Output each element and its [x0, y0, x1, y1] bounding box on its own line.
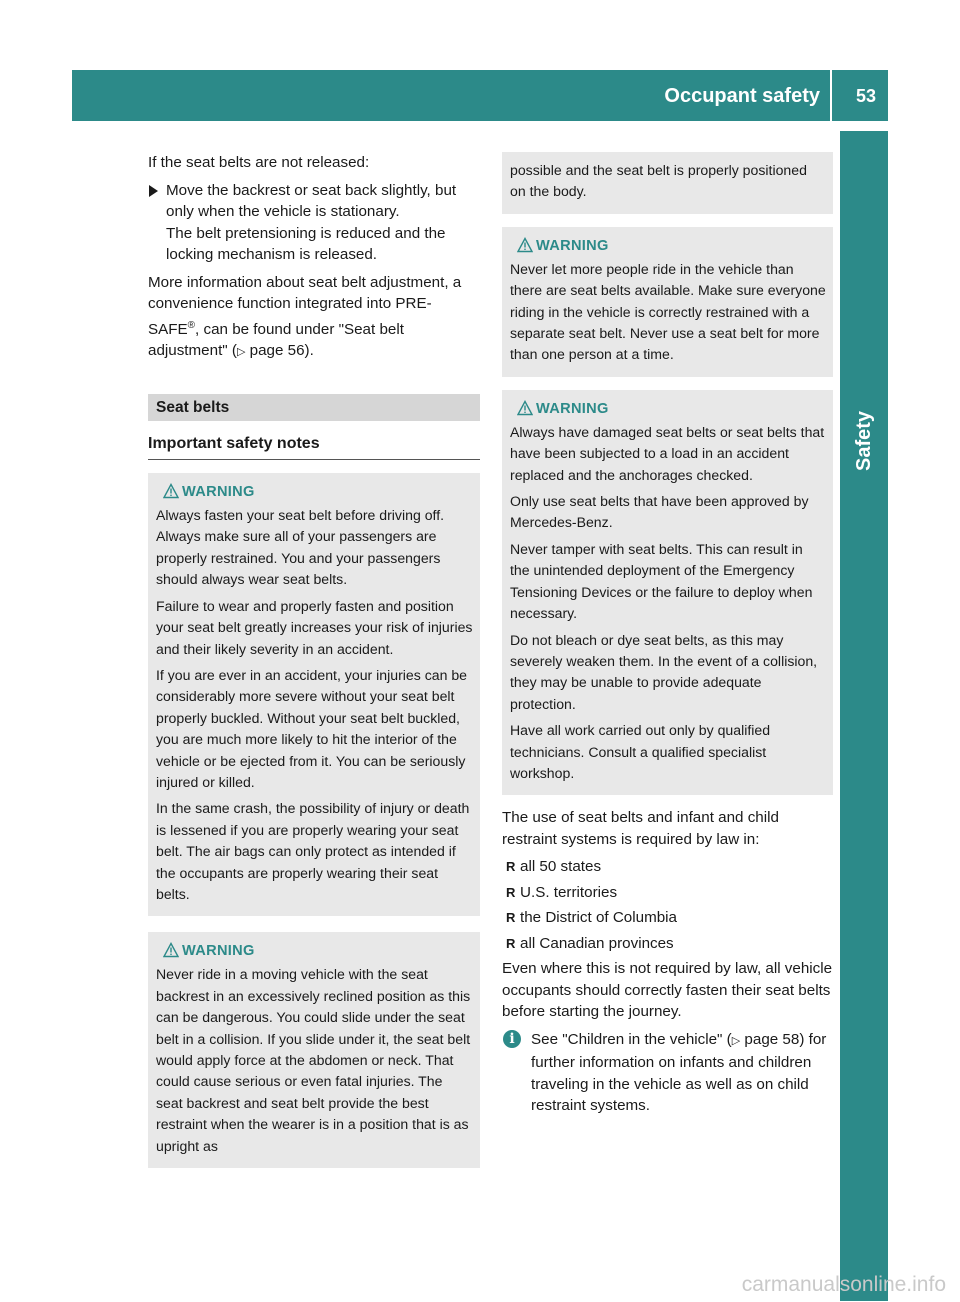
list-item	[502, 933, 833, 955]
warning-paragraph: Never ride in a moving vehicle with the seat backrest in an excessively reclined position as this can be dangerous. You could slide under the seat belt in a collision. If you slide under it, the seat belt would apply force at the abdomen or neck. That could cause serious or even fatal injuries. The seat backrest and seat belt provide the best restraint when the wearer is in a position that is as upright as	[156, 966, 471, 1154]
warning-header	[510, 398, 826, 420]
warning-label: WARNING	[536, 400, 609, 417]
list-item-text: all Canadian provinces	[520, 934, 674, 952]
instruction-step	[148, 180, 480, 266]
page-number: 53	[855, 86, 876, 106]
warning-paragraph: Do not bleach or dye seat belts, as this may severely weaken them. In the event of a collision, they may be unable to provide adequate protection.	[510, 631, 818, 712]
warning-triangle-icon	[163, 483, 179, 499]
warning-triangle-icon	[517, 237, 533, 253]
warning-label: WARNING	[182, 943, 255, 960]
step-arrow-icon	[149, 185, 158, 197]
warning-paragraph: In the same crash, the possibility of injury or death is lessened if you are properly wearing your seat belt. The air bags can only protect as intended if the occupants are properly wearing their seat belts.	[156, 800, 470, 902]
list-item	[502, 856, 833, 878]
page-ref-arrow-icon: ▷	[236, 346, 246, 359]
warning-box	[148, 473, 480, 916]
more-info-text	[148, 272, 480, 364]
more-info-part-a: More information about seat belt adjustment, a convenience function integrated into PRE-SAFE	[148, 273, 462, 338]
warning-paragraph: Always fasten your seat belt before driving off. Always make sure all of your passengers are properly restrained. You and your passengers should always wear seat belts.	[156, 507, 445, 588]
info-text-b[interactable]: page 58) for further information on infants and children traveling in the vehicle as well as on child restraint systems.	[531, 1030, 827, 1115]
list-item-text: the District of Columbia	[520, 909, 677, 927]
warning-triangle-icon	[517, 400, 533, 416]
list-marker-icon: R	[506, 910, 516, 926]
warning-paragraph: Only use seat belts that have been approved by Mercedes-Benz.	[510, 493, 809, 531]
more-info-part-b: , can be found under "Seat belt adjustment" (	[148, 320, 404, 360]
list-item	[502, 882, 833, 904]
right-column	[502, 152, 833, 1117]
page-ref-link[interactable]: page 56).	[245, 342, 314, 360]
list-item	[502, 907, 833, 929]
warning-paragraph: If you are ever in an accident, your injuries can be considerably more severe without your seat belt properly buckled. Without your seat belt buckled, you are much more likely to hit the interior of the vehicle or be ejected from it. You can be seriously injured or killed.	[156, 666, 468, 790]
even-where-text: Even where this is not required by law, all vehicle occupants should correctly fasten their seat belts before starting the journey.	[502, 960, 833, 1021]
info-icon: i	[503, 1030, 521, 1048]
warning-paragraph: Never tamper with seat belts. This can result in the unintended deployment of the Emergency Tensioning Devices or the failure to deploy when necessary.	[510, 540, 813, 622]
list-marker-icon: R	[506, 884, 516, 900]
page-ref-arrow-icon: ▷	[731, 1034, 741, 1047]
watermark: carmanualsonline.info	[741, 1273, 946, 1296]
step-text: Move the backrest or seat back slightly, but only when the vehicle is stationary.	[166, 181, 457, 220]
warning-label: WARNING	[182, 484, 255, 501]
header-separator	[830, 70, 832, 121]
warning-box	[502, 390, 833, 796]
warning-paragraph: Always have damaged seat belts or seat belts that have been subjected to a load in an accident replaced and the anchorages checked.	[510, 423, 825, 483]
left-column	[148, 152, 480, 1168]
warning-box	[502, 227, 833, 377]
intro-text: If the seat belts are not released:	[148, 154, 370, 171]
list-item-text: all 50 states	[520, 858, 602, 876]
warning-paragraph: Have all work carried out only by qualified technicians. Consult a qualified specialist workshop.	[510, 722, 771, 781]
warning-box-continued	[502, 152, 833, 214]
warning-paragraph: Failure to wear and properly fasten and position your seat belt greatly increases your risk of injuries and their likely severity in an accident.	[156, 597, 473, 657]
warning-paragraph: possible and the seat belt is properly positioned on the body.	[510, 162, 807, 200]
subheading: Important safety notes	[148, 433, 480, 461]
law-intro-text: The use of seat belts and infant and child restraint systems is required by law in:	[502, 809, 779, 848]
list-item-text: U.S. territories	[520, 883, 618, 901]
info-text-a: See "Children in the vehicle" (	[531, 1030, 732, 1048]
warning-triangle-icon	[163, 942, 179, 958]
warning-paragraph: Never let more people ride in the vehicle than there are seat belts available. Make sure everyone riding in the vehicle is correctly restrained with a separate seat belt. Never use a seat belt for more than one person at a time.	[510, 260, 826, 363]
side-tab-label: Safety	[853, 410, 875, 471]
list-marker-icon: R	[506, 859, 516, 875]
warning-box	[148, 932, 480, 1168]
section-title: Seat belts	[148, 394, 480, 421]
side-tab	[840, 131, 888, 1301]
warning-header	[156, 481, 473, 503]
list-marker-icon: R	[506, 935, 516, 951]
step-result: The belt pretensioning is reduced and the locking mechanism is released.	[166, 224, 446, 263]
warning-header	[156, 940, 473, 962]
info-note	[502, 1029, 833, 1117]
registered-mark: ®	[187, 319, 196, 331]
header-title: Occupant safety	[664, 85, 820, 107]
warning-label: WARNING	[536, 237, 609, 254]
page-header	[72, 70, 888, 121]
warning-header	[510, 235, 826, 257]
